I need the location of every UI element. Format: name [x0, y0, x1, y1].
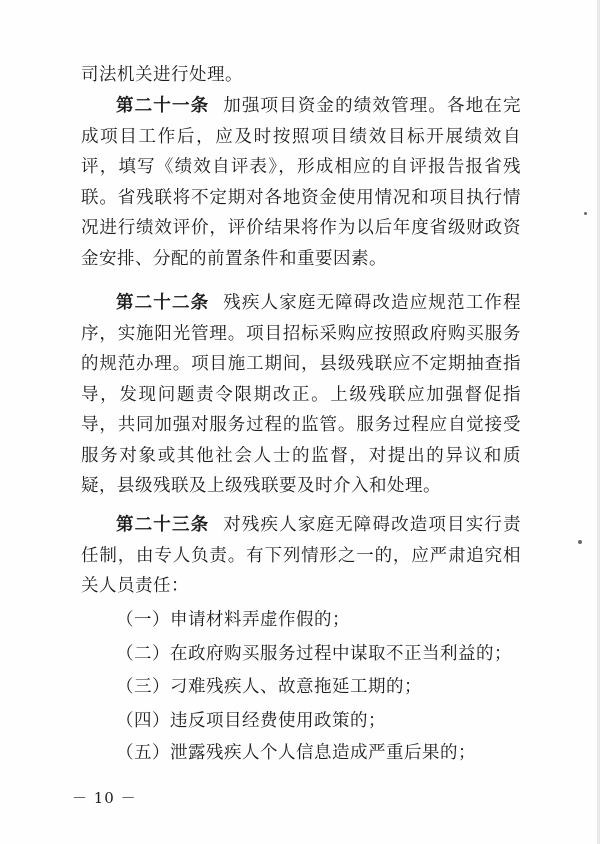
list-item: （四）违反项目经费使用政策的； — [116, 711, 386, 731]
list-item: （一）申请材料弄虚作假的； — [116, 610, 350, 630]
article-22-paragraph — [81, 288, 521, 502]
article-23-paragraph — [81, 510, 521, 602]
article-23 — [81, 510, 521, 602]
page-number: － 10 － — [72, 789, 137, 807]
list-item: （五）泄露残疾人个人信息造成严重后果的； — [116, 743, 476, 763]
article-22-text: 残疾人家庭无障碍改造应规范工作程序，实施阳光管理。项目招标采购应按照政府购买服务的规范办理。项目施工期间，县级残联应不定期抽查指导，发现问题责令限期改正。上级残联应加强督促指导，共同加强对服务过程的监管。服务过程应自觉接受服务对象或其他社会人士的监督，对提出的异议和质疑，县级残联及上级残联要及时介入和处理。 — [81, 293, 521, 496]
article-21-text: 加强项目资金的绩效管理。各地在完成项目工作后，应及时按照项目绩效目标开展绩效自评，填写《绩效自评表》，形成相应的自评报告报省残联。省残联将不定期对各地资金使用情况和项目执行情况进行绩效评价，评价结果将作为以后年度省级财政资金安排、分配的前置条件和重要因素。 — [81, 96, 521, 269]
scan-speck — [578, 540, 582, 544]
list-item: （三）刁难残疾人、故意拖延工期的； — [116, 677, 422, 697]
article-23-number: 第二十三条 — [116, 515, 210, 535]
article-21-paragraph — [81, 91, 521, 274]
scan-speck — [584, 212, 587, 215]
continuation-line — [81, 60, 521, 91]
continuation-text: 司法机关进行处理。 — [81, 65, 243, 85]
list-item: （二）在政府购买服务过程中谋取不正当利益的； — [116, 644, 512, 664]
article-22 — [81, 288, 521, 502]
article-22-number: 第二十二条 — [116, 293, 210, 313]
article-21 — [81, 91, 521, 274]
article-23-text: 对残疾人家庭无障碍改造项目实行责任制，由专人负责。有下列情形之一的，应严肃追究相关人员责任： — [81, 515, 521, 596]
article-21-number: 第二十一条 — [116, 96, 210, 116]
